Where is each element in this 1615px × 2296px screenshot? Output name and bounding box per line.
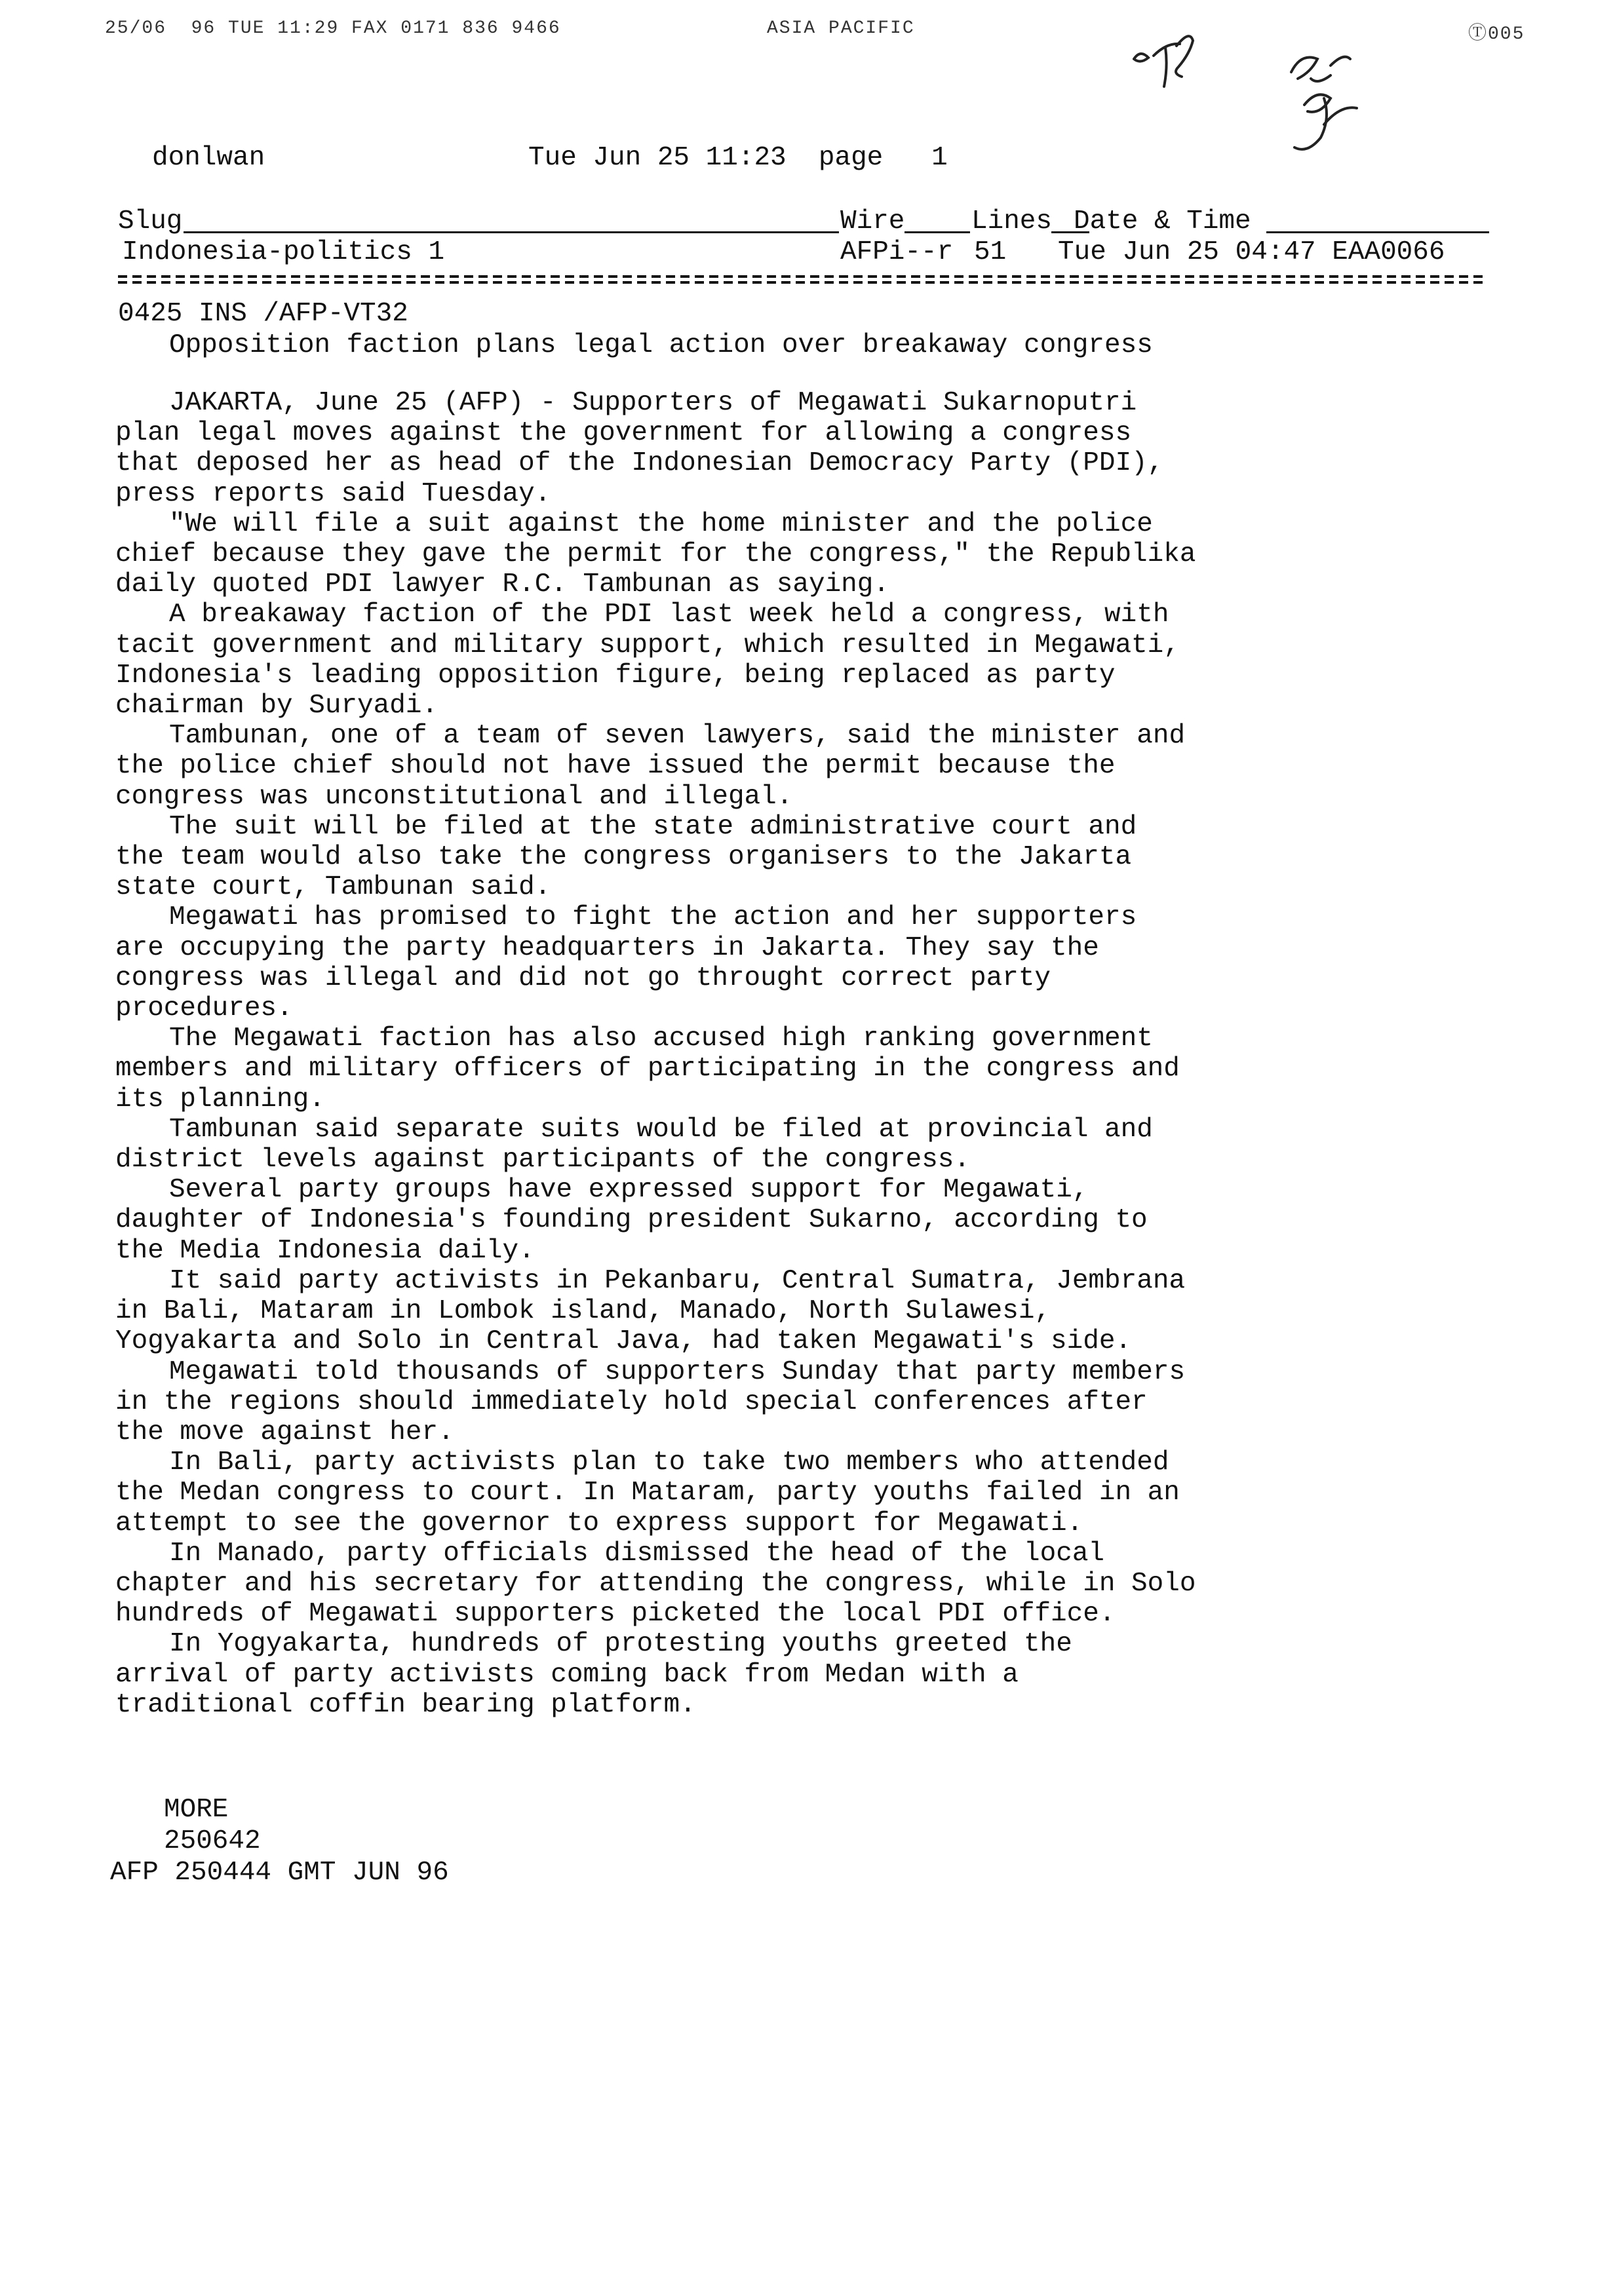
story-paragraph — [115, 721, 1525, 812]
lines-header: Lines — [971, 206, 1053, 237]
wire-underline — [905, 231, 970, 233]
paragraph-line: arrival of party activists coming back from Medan with a — [115, 1659, 1019, 1690]
fax-origin-label: ASIA PACIFIC — [767, 18, 915, 39]
paragraph-line: congress was illegal and did not go throught correct party — [115, 963, 1051, 993]
slug-header-row — [118, 206, 1494, 238]
paragraph-line: "We will file a suit against the home minister and the police — [169, 508, 1153, 539]
datetime-underline — [1266, 231, 1489, 233]
paragraph-line: procedures. — [115, 993, 293, 1024]
datetime-header: Date & Time — [1074, 206, 1251, 237]
story-paragraph — [115, 1629, 1525, 1720]
paragraph-line: Yogyakarta and Solo in Central Java, had taken Megawati's side. — [115, 1326, 1132, 1357]
paragraph-line: In Yogyakarta, hundreds of protesting youths greeted the — [169, 1629, 1072, 1660]
afp-timestamp: AFP 250444 GMT JUN 96 — [110, 1858, 449, 1888]
story-paragraph — [115, 1447, 1525, 1539]
paragraph-line: A breakaway faction of the PDI last week held a congress, with — [169, 600, 1169, 630]
paragraph-line: the Medan congress to court. In Mataram, party youths failed in an — [115, 1478, 1180, 1508]
paragraph-line: press reports said Tuesday. — [115, 478, 551, 509]
paragraph-line: members and military officers of participating in the congress and — [115, 1054, 1180, 1084]
story-body — [115, 388, 1525, 1720]
story-paragraph — [115, 1357, 1525, 1448]
story-paragraph — [115, 1115, 1525, 1175]
story-paragraph — [115, 388, 1525, 509]
slug-value: Indonesia-politics 1 — [122, 237, 445, 267]
paragraph-line: Indonesia's leading opposition figure, being replaced as party — [115, 660, 1116, 691]
paragraph-line: the Media Indonesia daily. — [115, 1235, 535, 1266]
story-paragraph — [115, 600, 1525, 721]
datetime-value: Tue Jun 25 04:47 EAA0066 — [1058, 237, 1445, 267]
paragraph-line: Tambunan, one of a team of seven lawyers, said the minister and — [169, 721, 1186, 752]
paragraph-line: Several party groups have expressed support for Megawati, — [169, 1175, 1089, 1206]
paragraph-line: attempt to see the governor to express support for Megawati. — [115, 1508, 1083, 1539]
story-paragraph — [115, 1539, 1525, 1630]
paragraph-line: Tambunan said separate suits would be filed at provincial and — [169, 1114, 1153, 1145]
paragraph-line: plan legal moves against the government for allowing a congress — [115, 418, 1132, 449]
slug-value-row — [118, 237, 1494, 269]
slug-header: Slug — [118, 206, 183, 237]
story-paragraph — [115, 902, 1525, 1024]
double-rule-divider — [118, 275, 1488, 284]
paragraph-line: state court, Tambunan said. — [115, 872, 551, 903]
story-paragraph — [115, 1175, 1525, 1266]
handwritten-initials — [1114, 20, 1390, 170]
paragraph-line: tacit government and military support, which resulted in Megawati, — [115, 630, 1180, 660]
paragraph-line: chapter and his secretary for attending the congress, while in Solo — [115, 1568, 1196, 1599]
paragraph-line: the move against her. — [115, 1417, 454, 1447]
doc-user: donlwan — [152, 143, 265, 173]
story-paragraph — [115, 509, 1525, 600]
paragraph-line: chief because they gave the permit for the congress," the Republika — [115, 539, 1196, 570]
paragraph-line: district levels against participants of the congress. — [115, 1145, 971, 1176]
paragraph-line: congress was unconstitutional and illegal. — [115, 781, 793, 812]
paragraph-line: hundreds of Megawati supporters picketed the local PDI office. — [115, 1599, 1116, 1630]
paragraph-line: traditional coffin bearing platform. — [115, 1689, 696, 1720]
paragraph-line: in Bali, Mataram in Lombok island, Manado, North Sulawesi, — [115, 1296, 1051, 1327]
paragraph-line: the police chief should not have issued the permit because the — [115, 751, 1116, 782]
paragraph-line: JAKARTA, June 25 (AFP) - Supporters of Megawati Sukarnoputri — [169, 388, 1137, 418]
paragraph-line: The suit will be filed at the state administrative court and — [169, 811, 1137, 842]
wire-value: AFPi--r — [840, 237, 954, 267]
story-number: 250642 — [164, 1826, 261, 1856]
story-id: 0425 INS /AFP-VT32 — [118, 299, 408, 329]
story-headline: Opposition faction plans legal action over breakaway congress — [169, 330, 1153, 360]
paragraph-line: chairman by Suryadi. — [115, 691, 438, 721]
story-paragraph — [115, 1024, 1525, 1115]
story-paragraph — [115, 812, 1525, 903]
wire-header: Wire — [840, 206, 905, 237]
lines-value: 51 — [974, 237, 1007, 267]
paragraph-line: daughter of Indonesia's founding president Sukarno, according to — [115, 1205, 1148, 1236]
slug-underline — [184, 231, 839, 233]
paragraph-line: are occupying the party headquarters in Jakarta. They say the — [115, 932, 1099, 963]
paragraph-line: its planning. — [115, 1084, 325, 1115]
paragraph-line: In Manado, party officials dismissed the head of the local — [169, 1538, 1105, 1569]
paragraph-line: The Megawati faction has also accused high ranking government — [169, 1024, 1153, 1054]
fax-page-stamp: Ⓣ005 — [1468, 24, 1525, 45]
paragraph-line: daily quoted PDI lawyer R.C. Tambunan as saying. — [115, 569, 889, 600]
more-marker: MORE — [164, 1795, 229, 1825]
paragraph-line: It said party activists in Pekanbaru, Central Sumatra, Jembrana — [169, 1265, 1186, 1296]
paragraph-line: Megawati has promised to fight the action and her supporters — [169, 902, 1137, 933]
doc-datetime: Tue Jun 25 11:23 page 1 — [528, 143, 948, 173]
paragraph-line: in the regions should immediately hold special conferences after — [115, 1387, 1148, 1417]
paragraph-line: that deposed her as head of the Indonesian Democracy Party (PDI), — [115, 448, 1164, 479]
story-paragraph — [115, 1266, 1525, 1357]
fax-header-line: 25/06 96 TUE 11:29 FAX 0171 836 9466 — [105, 18, 561, 39]
paragraph-line: In Bali, party activists plan to take two members who attended — [169, 1447, 1169, 1478]
paragraph-line: the team would also take the congress organisers to the Jakarta — [115, 842, 1132, 873]
paragraph-line: Megawati told thousands of supporters Sunday that party members — [169, 1356, 1186, 1387]
